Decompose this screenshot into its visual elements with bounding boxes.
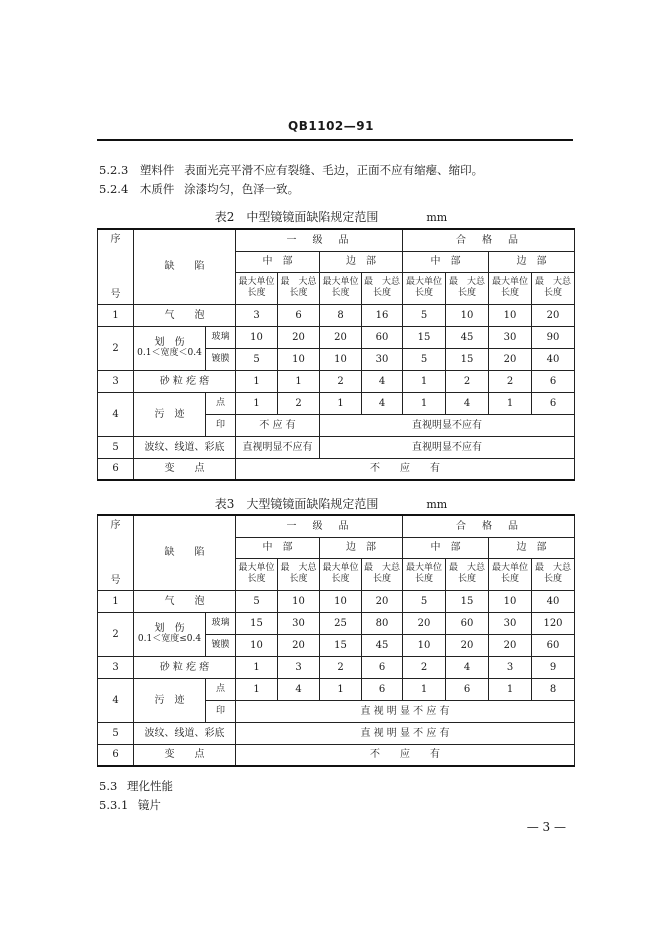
defect-condition: 0.1＜宽度＜0.4 bbox=[137, 348, 202, 358]
value-cell: 4 bbox=[278, 678, 320, 700]
span-text-cell: 直视明显不应有 bbox=[236, 436, 320, 458]
section-number: 5.3 bbox=[99, 779, 118, 793]
document-id: QB1102—91 bbox=[288, 119, 374, 133]
mid-header: 中 部 bbox=[403, 537, 489, 558]
table3 bbox=[97, 514, 575, 767]
value-cell: 20 bbox=[403, 612, 446, 634]
defect-name: 气 泡 bbox=[134, 590, 236, 612]
value-cell: 4 bbox=[446, 656, 489, 678]
value-cell: 60 bbox=[362, 326, 403, 348]
seq-cell: 1 bbox=[98, 590, 134, 612]
seq-header-top: 序 bbox=[98, 515, 134, 558]
seq-cell: 5 bbox=[98, 436, 134, 458]
value-cell: 1 bbox=[278, 370, 320, 392]
value-cell: 6 bbox=[532, 370, 575, 392]
section-5-3 bbox=[99, 778, 173, 794]
table-row bbox=[98, 458, 575, 480]
value-cell: 6 bbox=[532, 392, 575, 414]
defect-name: 波纹、线道、彩底 bbox=[134, 436, 236, 458]
paragraph-5-2-4 bbox=[99, 181, 299, 197]
table-row bbox=[98, 678, 575, 700]
value-cell: 2 bbox=[446, 370, 489, 392]
table-row bbox=[98, 612, 575, 634]
defect-name: 变 点 bbox=[134, 744, 236, 766]
max-total-length-header: 最 大总长度 bbox=[532, 272, 575, 304]
value-cell: 10 bbox=[320, 590, 362, 612]
mid-header: 中 部 bbox=[403, 251, 489, 272]
value-cell: 15 bbox=[236, 612, 278, 634]
table2-unit: mm bbox=[426, 211, 448, 224]
value-cell: 1 bbox=[403, 370, 446, 392]
value-cell: 15 bbox=[446, 348, 489, 370]
grade2-header: 合 格 品 bbox=[403, 515, 575, 537]
value-cell: 1 bbox=[236, 392, 278, 414]
section-number: 5.3.1 bbox=[99, 798, 129, 812]
value-cell: 8 bbox=[532, 678, 575, 700]
value-cell: 5 bbox=[403, 304, 446, 326]
value-cell: 10 bbox=[403, 634, 446, 656]
span-text-cell: 直 视 明 显 不 应 有 bbox=[236, 722, 575, 744]
clause-number: 5.2.3 bbox=[99, 163, 129, 177]
value-cell: 25 bbox=[320, 612, 362, 634]
value-cell: 9 bbox=[532, 656, 575, 678]
value-cell: 30 bbox=[362, 348, 403, 370]
defect-name: 砂 粒 疙 瘩 bbox=[134, 370, 236, 392]
seq-cell: 2 bbox=[98, 612, 134, 656]
max-total-length-header: 最 大总长度 bbox=[446, 558, 489, 590]
defect-name bbox=[134, 326, 206, 370]
max-single-length-header: 最大单位长度 bbox=[236, 558, 278, 590]
value-cell: 10 bbox=[320, 348, 362, 370]
table-row bbox=[98, 326, 575, 348]
table2-title: 表2 中型镜镜面缺陷规定范围 bbox=[214, 210, 379, 224]
value-cell: 1 bbox=[403, 392, 446, 414]
max-total-length-header: 最 大总长度 bbox=[446, 272, 489, 304]
sub-label: 镀膜 bbox=[206, 348, 236, 370]
span-text-cell: 直视明显不应有 bbox=[320, 414, 575, 436]
defect-name: 变 点 bbox=[134, 458, 236, 480]
value-cell: 45 bbox=[362, 634, 403, 656]
value-cell: 1 bbox=[236, 678, 278, 700]
sub-label: 印 bbox=[206, 414, 236, 436]
max-single-length-header: 最大单位长度 bbox=[236, 272, 278, 304]
clause-text: 表面光亮平滑不应有裂缝、毛边，正面不应有缩瘪、缩印。 bbox=[184, 163, 484, 177]
table-row bbox=[98, 436, 575, 458]
defect-name: 污 迹 bbox=[134, 392, 206, 436]
clause-text: 涂漆均匀，色泽一致。 bbox=[184, 182, 300, 196]
max-total-length-header: 最 大总长度 bbox=[362, 558, 403, 590]
sub-label: 点 bbox=[206, 678, 236, 700]
value-cell: 10 bbox=[446, 304, 489, 326]
seq-header-top: 序 bbox=[98, 229, 134, 272]
value-cell: 40 bbox=[532, 348, 575, 370]
value-cell: 30 bbox=[489, 612, 532, 634]
max-single-length-header: 最大单位长度 bbox=[489, 558, 532, 590]
value-cell: 5 bbox=[403, 590, 446, 612]
value-cell: 2 bbox=[489, 370, 532, 392]
value-cell: 10 bbox=[489, 304, 532, 326]
clause-label: 塑料件 bbox=[139, 163, 175, 177]
sub-label: 镀膜 bbox=[206, 634, 236, 656]
seq-cell: 6 bbox=[98, 744, 134, 766]
value-cell: 3 bbox=[278, 656, 320, 678]
value-cell: 20 bbox=[320, 326, 362, 348]
value-cell: 10 bbox=[278, 590, 320, 612]
clause-label: 木质件 bbox=[139, 182, 175, 196]
table-row bbox=[98, 590, 575, 612]
value-cell: 2 bbox=[403, 656, 446, 678]
value-cell: 15 bbox=[446, 590, 489, 612]
value-cell: 10 bbox=[236, 634, 278, 656]
value-cell: 20 bbox=[532, 304, 575, 326]
seq-cell: 2 bbox=[98, 326, 134, 370]
value-cell: 60 bbox=[532, 634, 575, 656]
seq-cell: 4 bbox=[98, 678, 134, 722]
value-cell: 3 bbox=[489, 656, 532, 678]
defect-name-text: 划 伤 bbox=[154, 337, 185, 348]
value-cell: 30 bbox=[489, 326, 532, 348]
defect-header: 缺 陷 bbox=[134, 515, 236, 590]
clause-number: 5.2.4 bbox=[99, 182, 129, 196]
value-cell: 90 bbox=[532, 326, 575, 348]
value-cell: 1 bbox=[236, 370, 278, 392]
value-cell: 16 bbox=[362, 304, 403, 326]
grade2-header: 合 格 品 bbox=[403, 229, 575, 251]
section-5-3-1 bbox=[99, 797, 161, 813]
table-row bbox=[98, 744, 575, 766]
value-cell: 6 bbox=[362, 678, 403, 700]
edge-header: 边 部 bbox=[320, 537, 403, 558]
value-cell: 2 bbox=[278, 392, 320, 414]
value-cell: 3 bbox=[236, 304, 278, 326]
value-cell: 60 bbox=[446, 612, 489, 634]
value-cell: 1 bbox=[489, 392, 532, 414]
value-cell: 20 bbox=[489, 348, 532, 370]
span-text-cell: 不 应 有 bbox=[236, 414, 320, 436]
seq-header-bottom: 号 bbox=[98, 558, 134, 590]
defect-name: 砂 粒 疙 瘩 bbox=[134, 656, 236, 678]
value-cell: 10 bbox=[236, 326, 278, 348]
max-total-length-header: 最 大总长度 bbox=[278, 558, 320, 590]
value-cell: 40 bbox=[532, 590, 575, 612]
value-cell: 1 bbox=[489, 678, 532, 700]
edge-header: 边 部 bbox=[489, 537, 575, 558]
header-rule bbox=[97, 139, 573, 141]
value-cell: 45 bbox=[446, 326, 489, 348]
value-cell: 5 bbox=[236, 590, 278, 612]
value-cell: 1 bbox=[320, 392, 362, 414]
table3-title: 表3 大型镜镜面缺陷规定范围 bbox=[214, 497, 379, 511]
page-number: — 3 — bbox=[526, 820, 566, 834]
section-title: 理化性能 bbox=[126, 779, 173, 793]
section-title: 镜片 bbox=[137, 798, 161, 812]
sub-label: 印 bbox=[206, 700, 236, 722]
mid-header: 中 部 bbox=[236, 251, 320, 272]
value-cell: 5 bbox=[403, 348, 446, 370]
table3-unit: mm bbox=[426, 498, 448, 511]
table-row bbox=[98, 304, 575, 326]
defect-name: 波纹、线道、彩底 bbox=[134, 722, 236, 744]
seq-header-bottom: 号 bbox=[98, 272, 134, 304]
grade1-header: 一 级 品 bbox=[236, 229, 403, 251]
defect-header: 缺 陷 bbox=[134, 229, 236, 304]
table-row bbox=[98, 722, 575, 744]
grade1-header: 一 级 品 bbox=[236, 515, 403, 537]
table-row bbox=[98, 370, 575, 392]
sub-label: 玻璃 bbox=[206, 326, 236, 348]
defect-name: 气 泡 bbox=[134, 304, 236, 326]
value-cell: 1 bbox=[320, 678, 362, 700]
defect-name: 污 迹 bbox=[134, 678, 206, 722]
value-cell: 10 bbox=[489, 590, 532, 612]
max-total-length-header: 最 大总长度 bbox=[532, 558, 575, 590]
value-cell: 20 bbox=[489, 634, 532, 656]
table2 bbox=[97, 228, 575, 481]
value-cell: 6 bbox=[446, 678, 489, 700]
value-cell: 4 bbox=[446, 392, 489, 414]
sub-label: 玻璃 bbox=[206, 612, 236, 634]
span-text-cell: 直 视 明 显 不 应 有 bbox=[236, 700, 575, 722]
seq-cell: 5 bbox=[98, 722, 134, 744]
table2-caption bbox=[0, 208, 662, 225]
span-text-cell: 不 应 有 bbox=[236, 744, 575, 766]
value-cell: 8 bbox=[320, 304, 362, 326]
value-cell: 6 bbox=[362, 656, 403, 678]
value-cell: 15 bbox=[403, 326, 446, 348]
seq-cell: 3 bbox=[98, 370, 134, 392]
value-cell: 5 bbox=[236, 348, 278, 370]
max-total-length-header: 最 大总长度 bbox=[362, 272, 403, 304]
seq-cell: 4 bbox=[98, 392, 134, 436]
max-single-length-header: 最大单位长度 bbox=[489, 272, 532, 304]
value-cell: 1 bbox=[403, 678, 446, 700]
max-total-length-header: 最 大总长度 bbox=[278, 272, 320, 304]
sub-label: 点 bbox=[206, 392, 236, 414]
mid-header: 中 部 bbox=[236, 537, 320, 558]
table-row bbox=[98, 656, 575, 678]
max-single-length-header: 最大单位长度 bbox=[320, 272, 362, 304]
defect-name-text: 划 伤 bbox=[154, 623, 185, 634]
table-row bbox=[98, 392, 575, 414]
value-cell: 10 bbox=[278, 348, 320, 370]
span-text-cell: 不 应 有 bbox=[236, 458, 575, 480]
seq-cell: 1 bbox=[98, 304, 134, 326]
max-single-length-header: 最大单位长度 bbox=[403, 272, 446, 304]
value-cell: 2 bbox=[320, 656, 362, 678]
value-cell: 30 bbox=[278, 612, 320, 634]
seq-cell: 6 bbox=[98, 458, 134, 480]
value-cell: 1 bbox=[236, 656, 278, 678]
defect-name bbox=[134, 612, 206, 656]
max-single-length-header: 最大单位长度 bbox=[403, 558, 446, 590]
paragraph-5-2-3 bbox=[99, 162, 483, 178]
value-cell: 2 bbox=[320, 370, 362, 392]
edge-header: 边 部 bbox=[489, 251, 575, 272]
value-cell: 4 bbox=[362, 370, 403, 392]
value-cell: 20 bbox=[362, 590, 403, 612]
value-cell: 4 bbox=[362, 392, 403, 414]
value-cell: 120 bbox=[532, 612, 575, 634]
value-cell: 20 bbox=[278, 326, 320, 348]
max-single-length-header: 最大单位长度 bbox=[320, 558, 362, 590]
table3-caption bbox=[0, 495, 662, 512]
span-text-cell: 直视明显不应有 bbox=[320, 436, 575, 458]
value-cell: 15 bbox=[320, 634, 362, 656]
value-cell: 20 bbox=[446, 634, 489, 656]
edge-header: 边 部 bbox=[320, 251, 403, 272]
value-cell: 80 bbox=[362, 612, 403, 634]
value-cell: 20 bbox=[278, 634, 320, 656]
seq-cell: 3 bbox=[98, 656, 134, 678]
value-cell: 6 bbox=[278, 304, 320, 326]
defect-condition: 0.1＜宽度≤0.4 bbox=[137, 634, 202, 644]
